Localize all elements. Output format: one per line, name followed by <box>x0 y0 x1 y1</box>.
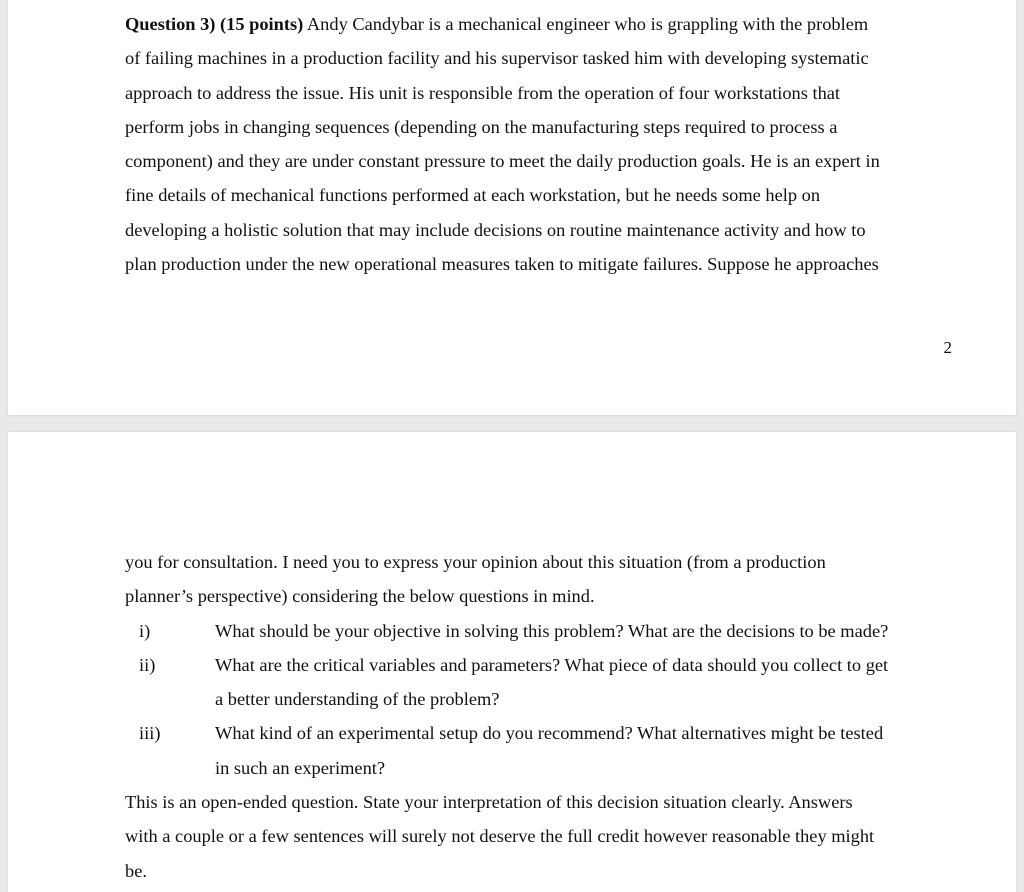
sub-question-i <box>125 614 955 648</box>
list-marker: ii) <box>139 654 156 675</box>
sub-question-line: What should be your objective in solving this problem? What are the decisions to be made? <box>215 620 889 641</box>
sub-question-line: in such an experiment? <box>215 757 386 778</box>
sub-question-line: What are the critical variables and parameters? What piece of data should you collect to get <box>215 654 889 675</box>
sub-question-ii <box>125 648 955 717</box>
intro-line-1: you for consultation. I need you to express your opinion about this situation (from a production <box>125 552 826 572</box>
question-line-2: of failing machines in a production facility and his supervisor tasked him with developing systematic <box>125 48 869 69</box>
question-line-5: component) and they are under constant pressure to meet the daily production goals. He is an expert in <box>125 151 880 172</box>
sub-question-text <box>215 648 955 717</box>
question-3-continuation <box>125 545 955 888</box>
closing-line-2: with a couple or a few sentences will surely not deserve the full credit however reasonable they might <box>125 826 875 847</box>
sub-question-line: What kind of an experimental setup do you recommend? What alternatives might be tested <box>215 723 884 744</box>
sub-question-text <box>215 614 955 648</box>
question-line-6: fine details of mechanical functions performed at each workstation, but he needs some help on <box>125 185 821 206</box>
question-3-text <box>125 7 955 281</box>
list-marker: iii) <box>139 723 161 744</box>
sub-question-line: a better understanding of the problem? <box>215 689 500 710</box>
question-line-1-text: Andy Candybar is a mechanical engineer who is grappling with the problem <box>303 14 869 34</box>
sub-question-text <box>215 716 955 785</box>
question-line-3: approach to address the issue. His unit is responsible from the operation of four workstations that <box>125 82 841 103</box>
document-page-1 <box>8 0 1016 415</box>
sub-question-list <box>125 614 955 785</box>
question-line-4: perform jobs in changing sequences (depending on the manufacturing steps required to process a <box>125 116 838 137</box>
document-page-2 <box>8 432 1016 892</box>
question-line-1 <box>125 7 955 41</box>
list-marker: i) <box>139 620 151 641</box>
question-line-7: developing a holistic solution that may include decisions on routine maintenance activity and how to <box>125 219 866 240</box>
question-line-8: plan production under the new operational measures taken to mitigate failures. Suppose he approaches <box>125 254 879 275</box>
sub-question-iii <box>125 716 955 785</box>
page-number: 2 <box>943 338 952 357</box>
question-label: Question 3) (15 points) <box>125 14 304 34</box>
closing-line-3: be. <box>125 860 147 881</box>
closing-line-1: This is an open-ended question. State your interpretation of this decision situation clearly. Answers <box>125 792 853 813</box>
intro-line-2: planner’s perspective) considering the below questions in mind. <box>125 586 595 607</box>
